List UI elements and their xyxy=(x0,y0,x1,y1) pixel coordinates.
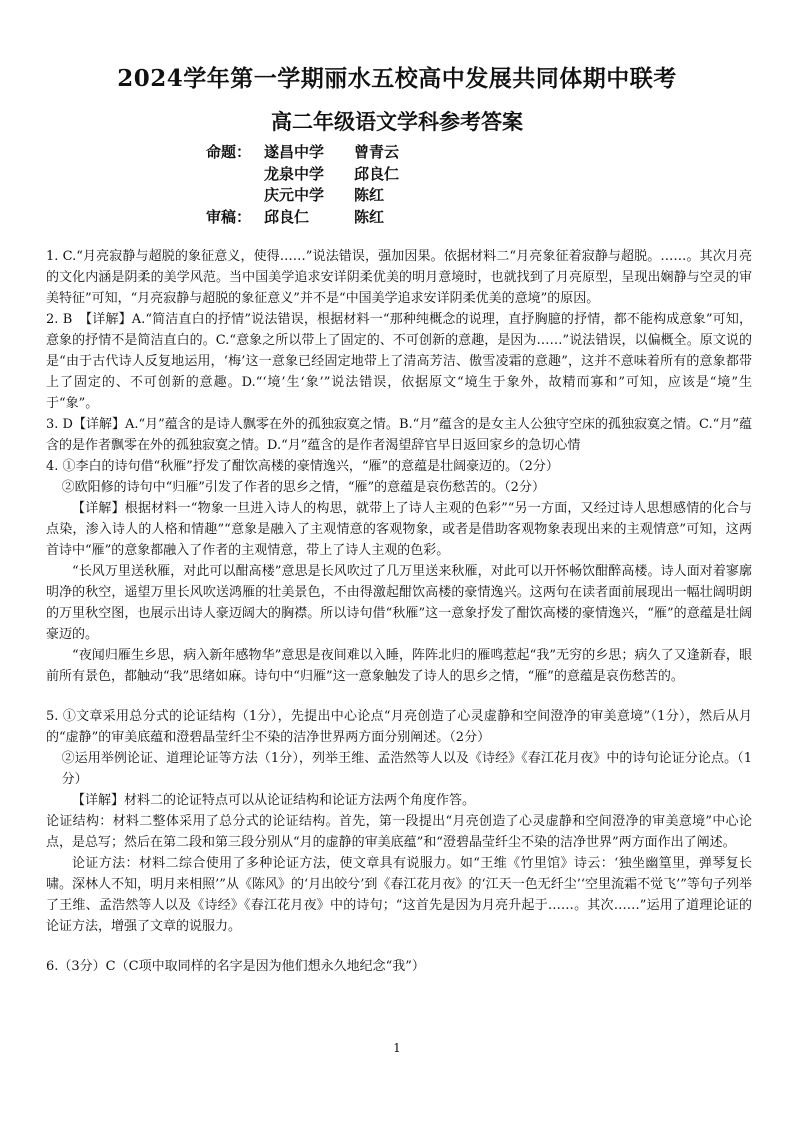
answer-3: 3. D【详解】A.“月”蕴含的是诗人飘零在外的孤独寂寞之情。B.“月”蕴含的是女主人公独守空床的孤独寂寞之情。C.“月”蕴含的是作者飘零在外的孤独寂寞之情。D.“月”蕴含的是作者渴望辞官早日返回家乡的急切心情 xyxy=(46,417,752,453)
document-title: 2024学年第一学期丽水五校高中发展共同体期中联考 xyxy=(117,65,677,92)
meta-name: 曾青云 xyxy=(354,143,400,161)
meta-school: 遂昌中学 xyxy=(264,143,325,161)
reviewer-row xyxy=(206,207,399,229)
author-row xyxy=(206,164,399,186)
meta-label xyxy=(206,185,264,207)
answer-4-analysis-1: “长风万里送秋雁，对此可以酣高楼”意思是长风吹过了几万里送来秋雁，对此可以开怀畅饮酣醉高楼。诗人面对着寥廓明净的秋空，遥望万里长风吹送鸿雁的壮美景色，不由得激起酣饮高楼的豪情逸兴。这两句在读者面前展现出一幅壮阔明朗的万里秋空图，也展示出诗人豪迈阔大的胸襟。所以诗句借“秋雁”这一意象抒发了酣饮高楼的豪情逸兴，“雁”的意蕴是壮阔豪迈的。 xyxy=(46,564,752,642)
answer-1: 1. C.“月亮寂静与超脱的象征意义，使得……”说法错误，强加因果。依据材料二“月亮象征着寂静与超脱。……。其次月亮的文化内涵是阴柔的美学风范。当中国美学追求安详阴柔优美的明月意境时，也就找到了月亮原型，呈现出娴静与空灵的审美特征”可知，“月亮寂静与超脱的象征意义”并不是“中国美学追求安详阴柔优美的意境”的原因。 xyxy=(46,249,752,306)
answer-2: 2. B 【详解】A.“简洁直白的抒情”说法错误，根据材料一“那种纯概念的说理，直抒胸臆的抒情，都不能构成意象”可知，意象的抒情不是简洁直白的。C.“意象之所以带上了固定的、不可创新的意趣，是因为……”说法错误，以偏概全。原文说的是“由于古代诗人反复地运用，‘梅’这一意象已经固定地带上了清高芳洁、傲雪凌霜的意趣”，这并不意味着所有的意象都带上了固定的、不可创新的意趣。D.“‘境’生‘象’”说法错误，依据原文“境生于象外，故精而寡和”可知，应该是“境”生于“象”。 xyxy=(46,312,752,411)
page-number: 1 xyxy=(393,1041,401,1055)
meta-reviewer-1: 邱良仁 xyxy=(264,207,310,226)
meta-reviewer-2: 陈红 xyxy=(354,207,385,226)
answer-5-structure: 论证结构：材料二整体采用了总分式的论证结构。首先，第一段提出“月亮创造了心灵虚静和空间澄净的审美意境”中心论点，是总写；然后在第二段和第三段分别从“月的虚静的审美底蕴”和“澄碧晶莹纤尘不染的洁净世界”两方面作出了阐述。 xyxy=(46,814,752,850)
meta-label xyxy=(206,164,264,186)
author-row xyxy=(206,142,399,164)
meta-label: 审稿： xyxy=(206,207,252,226)
answer-4-point-1: 4. ①李白的诗句借“秋雁”抒发了酣饮高楼的豪情逸兴，“雁”的意蕴是壮阔豪迈的。（2分） xyxy=(46,459,559,474)
answer-4-detail: 【详解】根据材料一“物象一旦进入诗人的构思，就带上了诗人主观的色彩”“另一方面，又经过诗人思想感情的化合与点染，渗入诗人的人格和情趣”“意象是融入了主观情意的客观物象，或者是借助客观物象表现出来的主观情意”可知，这两首诗中“雁”的意象都融入了作者的主观情意，带上了诗人主观的色彩。 xyxy=(46,501,752,558)
meta-label: 命题： xyxy=(206,143,252,161)
answer-5-point-2: ②运用举例论证、道理论证等方法（1分），列举王维、孟浩然等人以及《诗经》《春江花月夜》中的诗句论证分论点。（1分） xyxy=(61,751,752,787)
document-subtitle: 高二年级语文学科参考答案 xyxy=(271,109,523,134)
author-row xyxy=(206,185,399,207)
answer-5-detail: 【详解】材料二的论证特点可以从论证结构和论证方法两个角度作答。 xyxy=(72,793,476,808)
authors-block xyxy=(206,142,399,228)
meta-school: 庆元中学 xyxy=(264,186,325,204)
answer-4-analysis-2: “夜闻归雁生乡思，病入新年感物华”意思是夜间难以入睡，阵阵北归的雁鸣惹起“我”无穷的乡思；病久了又逢新春，眼前所有景色，都触动“我”思绪如麻。诗句中“归雁”这一意象触发了诗人的思乡之情，“雁”的意蕴是哀伤愁苦的。 xyxy=(46,648,752,684)
answer-4-point-2: ②欧阳修的诗句中“归雁”引发了作者的思乡之情，“雁”的意蕴是哀伤愁苦的。（2分） xyxy=(61,480,545,495)
answer-5-point-1: 5. ①文章采用总分式的论证结构（1分），先提出中心论点“月亮创造了心灵虚静和空间澄净的审美意境”（1分），然后从月的“虚静”的审美底蕴和澄碧晶莹纤尘不染的洁净世界两方面分别阐述。（2分） xyxy=(46,709,752,745)
answer-5-method: 论证方法：材料二综合使用了多种论证方法，使文章具有说服力。如“王维《竹里馆》诗云：‘独坐幽篁里，弹琴复长啸。深林人不知，明月来相照’”从《陈风》的‘月出皎兮’到《春江花月夜》的‘江天一色无纤尘’‘空里流霜不觉飞’”等句子列举了王维、孟浩然等人以及《诗经》《春江花月夜》中的诗句；“这首先是因为月亮升起于……。其次……”运用了道理论证的论证方法，增强了文章的说服力。 xyxy=(46,856,752,934)
answer-body xyxy=(46,246,752,977)
meta-name: 邱良仁 xyxy=(354,164,400,183)
answer-6: 6.（3分）C（C项中取同样的名字是因为他们想永久地纪念“我”） xyxy=(46,959,425,974)
meta-school: 龙泉中学 xyxy=(264,164,325,183)
meta-name: 陈红 xyxy=(354,186,385,204)
